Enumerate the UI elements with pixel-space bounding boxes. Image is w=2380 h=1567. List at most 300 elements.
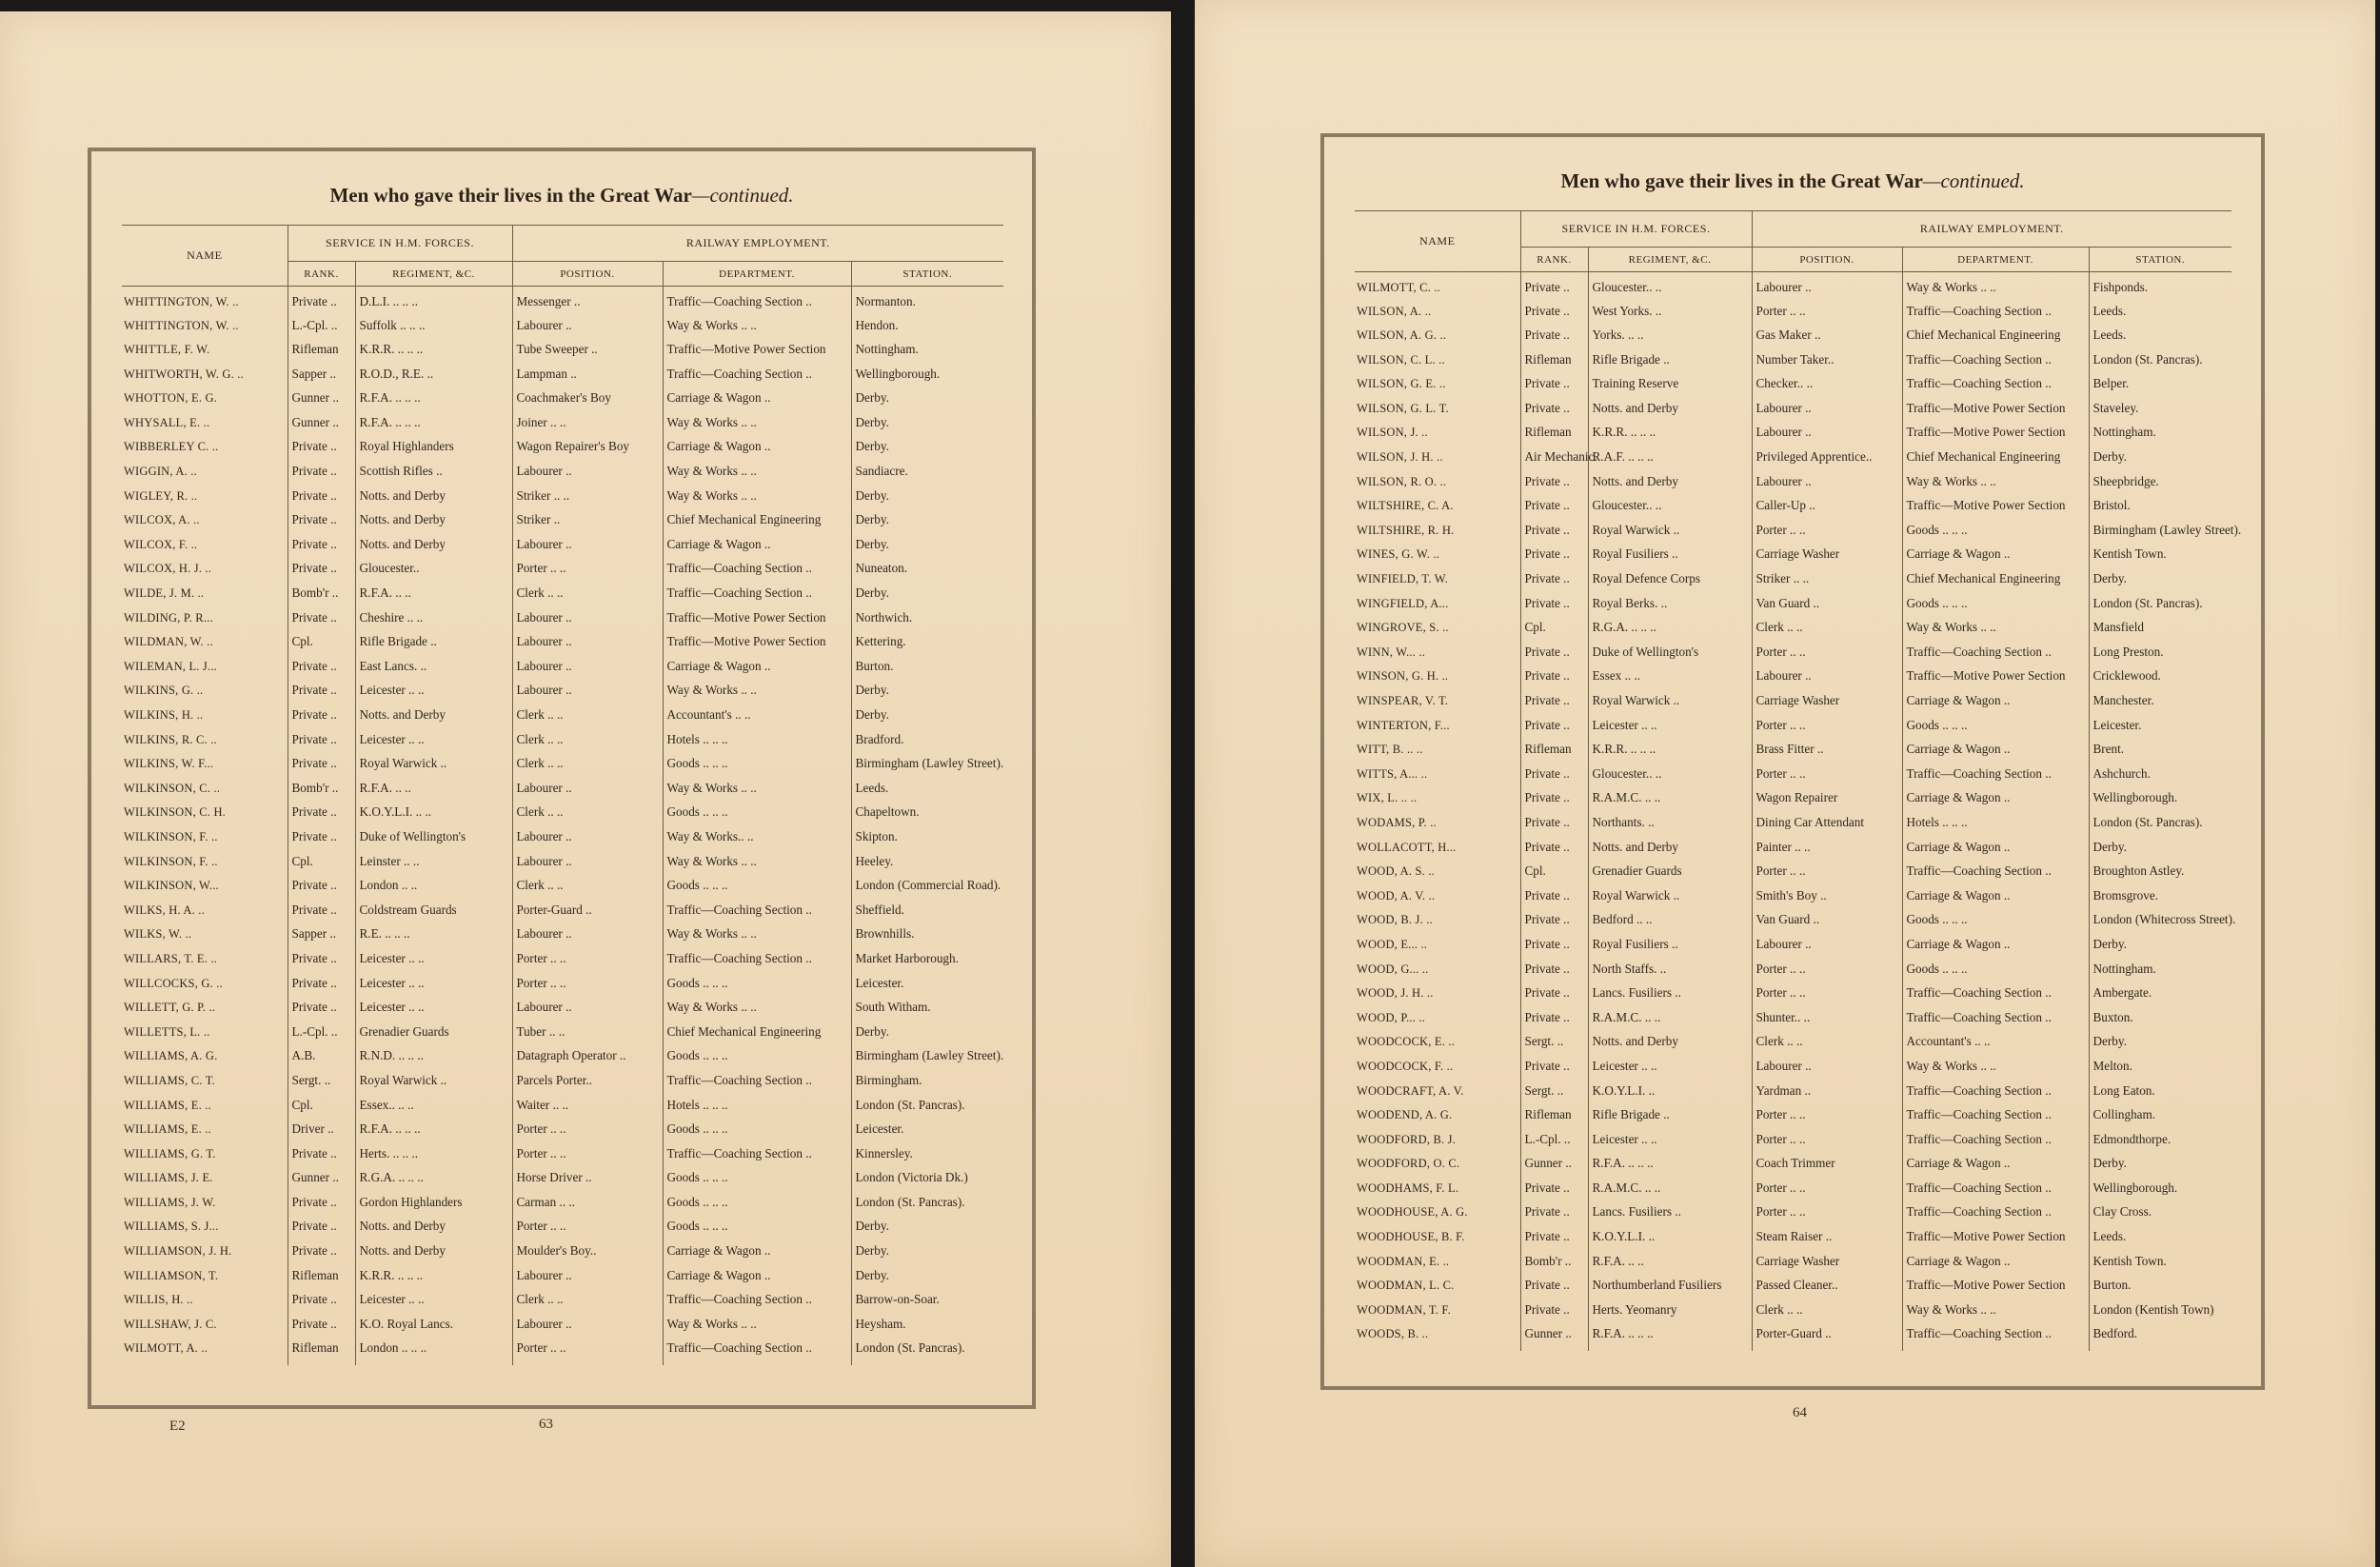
regiment-cell: Duke of Wellington's xyxy=(355,829,512,854)
table-row xyxy=(122,683,1003,707)
position-cell: Smith's Boy .. xyxy=(1752,888,1902,913)
station-cell: Skipton. xyxy=(851,829,1003,854)
position-cell: Porter .. .. xyxy=(1752,962,1902,986)
position-cell: Porter-Guard .. xyxy=(512,903,663,927)
position-cell: Clerk .. .. xyxy=(1752,1034,1902,1059)
name-cell: WHITTINGTON, W. .. xyxy=(124,318,239,332)
table-row xyxy=(122,1000,1003,1024)
department-cell: Traffic—Coaching Section .. xyxy=(1902,352,2089,377)
rank-cell: Private .. xyxy=(1520,912,1588,937)
position-cell: Porter .. .. xyxy=(1752,985,1902,1010)
name-cell: WILLSHAW, J. C. xyxy=(124,1317,217,1331)
name-cell: WILLIAMSON, T. xyxy=(124,1268,219,1282)
name-cell: WHITTINGTON, W. .. xyxy=(124,295,239,308)
department-cell: Traffic—Coaching Section .. xyxy=(1902,1010,2089,1035)
department-cell: Carriage & Wagon .. xyxy=(1902,888,2089,913)
rank-cell: Gunner .. xyxy=(288,415,355,440)
name-cell: WINGFIELD, A... xyxy=(1357,596,1449,610)
rank-cell: Private .. xyxy=(288,707,355,732)
regiment-cell: Herts. Yeomanry xyxy=(1588,1302,1752,1327)
position-cell: Labourer .. xyxy=(512,781,663,805)
department-cell: Traffic—Coaching Section .. xyxy=(1902,1083,2089,1108)
position-cell: Porter .. .. xyxy=(1752,1107,1902,1132)
position-cell: Porter .. .. xyxy=(512,976,663,1001)
position-cell: Clerk .. .. xyxy=(512,804,663,829)
name-cell: WILLIAMS, J. W. xyxy=(124,1195,216,1209)
table-row xyxy=(1355,401,2231,426)
department-cell: Way & Works .. .. xyxy=(663,926,851,951)
regiment-cell: London .. .. .. xyxy=(355,1340,512,1365)
department-cell: Way & Works .. .. xyxy=(1902,272,2089,304)
rank-cell: Private .. xyxy=(1520,304,1588,328)
header-name: NAME xyxy=(122,226,288,287)
station-cell: Derby. xyxy=(2089,1156,2231,1180)
position-cell: Labourer .. xyxy=(512,464,663,488)
rank-cell: Private .. xyxy=(1520,718,1588,743)
department-cell: Goods .. .. .. xyxy=(1902,962,2089,986)
regiment-cell: Leinster .. .. xyxy=(355,854,512,879)
station-cell: Derby. xyxy=(2089,1034,2231,1059)
position-cell: Yardman .. xyxy=(1752,1083,1902,1108)
table-row xyxy=(122,976,1003,1001)
table-row xyxy=(1355,693,2231,718)
position-cell: Wagon Repairer's Boy xyxy=(512,439,663,464)
department-cell: Way & Works .. .. xyxy=(663,854,851,879)
name-cell: WODAMS, P. .. xyxy=(1357,815,1437,829)
rank-cell: Private .. xyxy=(288,488,355,513)
position-cell: Van Guard .. xyxy=(1752,912,1902,937)
name-cell: WOODHOUSE, B. F. xyxy=(1357,1230,1465,1244)
rank-cell: Private .. xyxy=(288,512,355,537)
rank-cell: Private .. xyxy=(288,1317,355,1341)
table-row xyxy=(1355,1326,2231,1351)
position-cell: Moulder's Boy.. xyxy=(512,1243,663,1268)
position-cell: Labourer .. xyxy=(512,537,663,562)
name-cell: WILTSHIRE, C. A. xyxy=(1357,499,1454,513)
position-cell: Tuber .. .. xyxy=(512,1024,663,1049)
regiment-cell: Essex.. .. .. xyxy=(355,1098,512,1122)
right-page-number: 64 xyxy=(1793,1405,1807,1420)
station-cell: Derby. xyxy=(2089,840,2231,864)
name-cell: WOOD, E... .. xyxy=(1357,937,1428,951)
station-cell: Mansfield xyxy=(2089,620,2231,645)
table-row xyxy=(122,318,1003,343)
title-text: Men who gave their lives in the Great War xyxy=(329,184,692,207)
table-row xyxy=(122,1073,1003,1098)
department-cell: Goods .. .. .. xyxy=(663,804,851,829)
rank-cell: Private .. xyxy=(288,659,355,684)
department-cell: Carriage & Wagon .. xyxy=(663,1268,851,1293)
rank-cell: Private .. xyxy=(288,976,355,1001)
regiment-cell: K.O. Royal Lancs. xyxy=(355,1317,512,1341)
name-cell: WILEMAN, L. J... xyxy=(124,659,217,673)
rank-cell: Private .. xyxy=(288,610,355,635)
position-cell: Labourer .. xyxy=(512,683,663,707)
department-cell: Goods .. .. .. xyxy=(1902,912,2089,937)
name-cell: WILLIAMS, G. T. xyxy=(124,1146,216,1160)
rank-cell: Sapper .. xyxy=(288,367,355,391)
position-cell: Horse Driver .. xyxy=(512,1170,663,1195)
station-cell: Normanton. xyxy=(851,287,1003,318)
table-row xyxy=(1355,304,2231,328)
department-cell: Goods .. .. .. xyxy=(663,1121,851,1146)
department-cell: Carriage & Wagon .. xyxy=(1902,937,2089,962)
regiment-cell: Leicester .. .. xyxy=(355,1000,512,1024)
regiment-cell: North Staffs. .. xyxy=(1588,962,1752,986)
rank-cell: Private .. xyxy=(1520,1302,1588,1327)
name-cell: WILLCOCKS, G. .. xyxy=(124,976,223,990)
department-cell: Way & Works .. .. xyxy=(1902,474,2089,499)
rank-cell: Air Mechanic. xyxy=(1520,449,1588,474)
station-cell: Sheffield. xyxy=(851,903,1003,927)
department-cell: Traffic—Coaching Section .. xyxy=(1902,766,2089,791)
rank-cell: Private .. xyxy=(1520,498,1588,523)
department-cell: Carriage & Wagon .. xyxy=(1902,1254,2089,1279)
name-cell: WILSON, G. E. .. xyxy=(1357,377,1446,391)
station-cell: London (Kentish Town) xyxy=(2089,1302,2231,1327)
position-cell: Porter .. .. xyxy=(1752,304,1902,328)
name-cell: WILKINS, G. .. xyxy=(124,684,204,698)
regiment-cell: Royal Warwick .. xyxy=(1588,888,1752,913)
station-cell: Fishponds. xyxy=(2089,272,2231,304)
rank-cell: Private .. xyxy=(1520,962,1588,986)
department-cell: Way & Works .. .. xyxy=(1902,620,2089,645)
regiment-cell: Yorks. .. .. xyxy=(1588,327,1752,352)
rank-cell: Bomb'r .. xyxy=(288,781,355,805)
department-cell: Chief Mechanical Engineering xyxy=(1902,327,2089,352)
table-row xyxy=(122,1317,1003,1341)
name-cell: WITTS, A... .. xyxy=(1357,766,1428,781)
name-cell: WOODFORD, O. C. xyxy=(1357,1157,1460,1171)
table-row xyxy=(1355,546,2231,571)
left-page-number: 63 xyxy=(539,1417,553,1432)
name-cell: WILSON, A. .. xyxy=(1357,304,1432,318)
name-cell: WILMOTT, A. .. xyxy=(124,1341,208,1356)
department-cell: Goods .. .. .. xyxy=(663,1048,851,1073)
station-cell: Nottingham. xyxy=(2089,962,2231,986)
rank-cell: Private .. xyxy=(288,756,355,781)
table-row xyxy=(1355,790,2231,815)
name-cell: WILLIAMS, A. G. xyxy=(124,1049,218,1063)
rank-cell: Sergt. .. xyxy=(1520,1083,1588,1108)
rank-cell: Cpl. xyxy=(288,854,355,879)
regiment-cell: London .. .. xyxy=(355,878,512,903)
name-cell: WILSON, J. H. .. xyxy=(1357,450,1443,465)
station-cell: Barrow-on-Soar. xyxy=(851,1292,1003,1317)
rank-cell: Cpl. xyxy=(288,634,355,659)
station-cell: Derby. xyxy=(2089,571,2231,596)
name-cell: WHITWORTH, W. G. .. xyxy=(124,367,244,381)
department-cell: Accountant's .. .. xyxy=(1902,1034,2089,1059)
station-cell: Bristol. xyxy=(2089,498,2231,523)
table-row xyxy=(122,585,1003,610)
rank-cell: Private .. xyxy=(288,1000,355,1024)
header-department: DEPARTMENT. xyxy=(1902,248,2089,272)
regiment-cell: Royal Highlanders xyxy=(355,439,512,464)
station-cell: Derby. xyxy=(851,512,1003,537)
regiment-cell: East Lancs. .. xyxy=(355,659,512,684)
position-cell: Porter .. .. xyxy=(1752,1180,1902,1205)
table-row xyxy=(122,951,1003,976)
table-row xyxy=(1355,1229,2231,1254)
station-cell: Clay Cross. xyxy=(2089,1204,2231,1229)
regiment-cell: Essex .. .. xyxy=(1588,668,1752,693)
station-cell: Heysham. xyxy=(851,1317,1003,1341)
header-railway: RAILWAY EMPLOYMENT. xyxy=(1752,211,2231,248)
rank-cell: Private .. xyxy=(1520,376,1588,401)
table-row xyxy=(122,1268,1003,1293)
department-cell: Traffic—Coaching Section .. xyxy=(663,585,851,610)
regiment-cell: Notts. and Derby xyxy=(1588,401,1752,426)
position-cell: Carriage Washer xyxy=(1752,1254,1902,1279)
station-cell: Buxton. xyxy=(2089,1010,2231,1035)
position-cell: Striker .. xyxy=(512,512,663,537)
table-row xyxy=(1355,1156,2231,1180)
header-position: POSITION. xyxy=(1752,248,1902,272)
station-cell: Derby. xyxy=(851,439,1003,464)
regiment-cell: K.O.Y.L.I. .. xyxy=(1588,1229,1752,1254)
regiment-cell: Northumberland Fusiliers xyxy=(1588,1278,1752,1302)
table-row xyxy=(122,287,1003,318)
position-cell: Brass Fitter .. xyxy=(1752,742,1902,766)
name-cell: WILCOX, H. J. .. xyxy=(124,562,212,576)
position-cell: Porter .. .. xyxy=(512,1121,663,1146)
department-cell: Traffic—Coaching Section .. xyxy=(1902,1204,2089,1229)
position-cell: Coach Trimmer xyxy=(1752,1156,1902,1180)
department-cell: Traffic—Coaching Section .. xyxy=(1902,1326,2089,1351)
regiment-cell: R.A.F. .. .. .. xyxy=(1588,449,1752,474)
station-cell: Birmingham (Lawley Street). xyxy=(2089,523,2231,547)
rank-cell: Private .. xyxy=(288,537,355,562)
table-row xyxy=(122,439,1003,464)
regiment-cell: Notts. and Derby xyxy=(1588,1034,1752,1059)
position-cell: Porter .. .. xyxy=(1752,645,1902,669)
regiment-cell: Gloucester.. .. xyxy=(1588,272,1752,304)
rank-cell: Private .. xyxy=(288,1195,355,1220)
rank-cell: Private .. xyxy=(288,878,355,903)
regiment-cell: Royal Fusiliers .. xyxy=(1588,546,1752,571)
name-cell: WILKINSON, W... xyxy=(124,879,219,893)
department-cell: Way & Works.. .. xyxy=(663,829,851,854)
station-cell: Broughton Astley. xyxy=(2089,863,2231,888)
rank-cell: Private .. xyxy=(1520,815,1588,840)
position-cell: Labourer .. xyxy=(512,1000,663,1024)
header-station: STATION. xyxy=(851,262,1003,287)
regiment-cell: Suffolk .. .. .. xyxy=(355,318,512,343)
department-cell: Traffic—Coaching Section .. xyxy=(1902,1180,2089,1205)
station-cell: Edmondthorpe. xyxy=(2089,1132,2231,1157)
name-cell: WIGLEY, R. .. xyxy=(124,488,198,503)
station-cell: Derby. xyxy=(851,415,1003,440)
table-row xyxy=(1355,766,2231,791)
regiment-cell: Grenadier Guards xyxy=(1588,863,1752,888)
rank-cell: Private .. xyxy=(1520,1278,1588,1302)
table-row xyxy=(122,512,1003,537)
department-cell: Hotels .. .. .. xyxy=(663,732,851,757)
department-cell: Way & Works .. .. xyxy=(663,415,851,440)
station-cell: Brent. xyxy=(2089,742,2231,766)
name-cell: WINTERTON, F... xyxy=(1357,718,1450,732)
name-cell: WILLARS, T. E. .. xyxy=(124,951,218,965)
position-cell: Porter .. .. xyxy=(512,1340,663,1365)
name-cell: WILKINSON, C. H. xyxy=(124,805,227,820)
department-cell: Traffic—Motive Power Section xyxy=(663,634,851,659)
rank-cell: Private .. xyxy=(1520,1010,1588,1035)
position-cell: Parcels Porter.. xyxy=(512,1073,663,1098)
rank-cell: Private .. xyxy=(1520,1229,1588,1254)
name-cell: WHITTLE, F. W. xyxy=(124,343,210,357)
station-cell: Hendon. xyxy=(851,318,1003,343)
regiment-cell: Notts. and Derby xyxy=(355,512,512,537)
regiment-cell: Leicester .. .. xyxy=(355,976,512,1001)
department-cell: Carriage & Wagon .. xyxy=(1902,790,2089,815)
position-cell: Privileged Apprentice.. xyxy=(1752,449,1902,474)
regiment-cell: Leicester .. .. xyxy=(355,951,512,976)
rank-cell: Private .. xyxy=(288,1243,355,1268)
station-cell: Bradford. xyxy=(851,732,1003,757)
title-suffix: —continued. xyxy=(691,184,794,207)
table-row xyxy=(122,634,1003,659)
rank-cell: Private .. xyxy=(1520,474,1588,499)
name-cell: WILCOX, F. .. xyxy=(124,537,198,551)
station-cell: Leeds. xyxy=(851,781,1003,805)
station-cell: Leeds. xyxy=(2089,327,2231,352)
title-suffix: —continued. xyxy=(1922,169,2025,192)
name-cell: WINSPEAR, V. T. xyxy=(1357,694,1449,707)
rank-cell: Private .. xyxy=(1520,272,1588,304)
name-cell: WILSON, J. .. xyxy=(1357,426,1428,440)
rank-cell: Private .. xyxy=(1520,546,1588,571)
station-cell: Birmingham (Lawley Street). xyxy=(851,756,1003,781)
regiment-cell: R.F.A. .. .. xyxy=(355,585,512,610)
station-cell: Staveley. xyxy=(2089,401,2231,426)
regiment-cell: K.R.R. .. .. .. xyxy=(355,342,512,367)
station-cell: Burton. xyxy=(851,659,1003,684)
position-cell: Labourer .. xyxy=(1752,1059,1902,1083)
regiment-cell: R.F.A. .. .. .. xyxy=(355,415,512,440)
rank-cell: Sergt. .. xyxy=(288,1073,355,1098)
regiment-cell: Royal Fusiliers .. xyxy=(1588,937,1752,962)
position-cell: Porter .. .. xyxy=(1752,863,1902,888)
rank-cell: Bomb'r .. xyxy=(288,585,355,610)
table-row xyxy=(1355,474,2231,499)
station-cell: Derby. xyxy=(851,585,1003,610)
table-row xyxy=(1355,840,2231,864)
table-row xyxy=(1355,1132,2231,1157)
station-cell: Nuneaton. xyxy=(851,561,1003,585)
position-cell: Clerk .. .. xyxy=(512,756,663,781)
regiment-cell: Rifle Brigade .. xyxy=(1588,1107,1752,1132)
regiment-cell: Leicester .. .. xyxy=(355,732,512,757)
station-cell: London (Whitecross Street). xyxy=(2089,912,2231,937)
department-cell: Traffic—Coaching Section .. xyxy=(663,1073,851,1098)
regiment-cell: Lancs. Fusiliers .. xyxy=(1588,1204,1752,1229)
regiment-cell: R.A.M.C. .. .. xyxy=(1588,1180,1752,1205)
department-cell: Way & Works .. .. xyxy=(663,781,851,805)
regiment-cell: Scottish Rifles .. xyxy=(355,464,512,488)
department-cell: Traffic—Coaching Section .. xyxy=(663,561,851,585)
station-cell: Burton. xyxy=(2089,1278,2231,1302)
regiment-cell: R.F.A. .. .. xyxy=(1588,1254,1752,1279)
table-row xyxy=(1355,272,2231,304)
table-row xyxy=(122,1098,1003,1122)
rank-cell: Driver .. xyxy=(288,1121,355,1146)
table-row xyxy=(122,903,1003,927)
department-cell: Way & Works .. .. xyxy=(663,1317,851,1341)
regiment-cell: K.O.Y.L.I. .. xyxy=(1588,1083,1752,1108)
rank-cell: Private .. xyxy=(1520,327,1588,352)
position-cell: Porter .. .. xyxy=(512,951,663,976)
regiment-cell: Royal Warwick .. xyxy=(355,756,512,781)
position-cell: Steam Raiser .. xyxy=(1752,1229,1902,1254)
table-row xyxy=(1355,912,2231,937)
name-cell: WILSON, G. L. T. xyxy=(1357,401,1449,415)
name-cell: WINFIELD, T. W. xyxy=(1357,572,1448,586)
position-cell: Clerk .. .. xyxy=(512,585,663,610)
department-cell: Traffic—Coaching Section .. xyxy=(663,1146,851,1171)
rank-cell: Private .. xyxy=(1520,401,1588,426)
name-cell: WOOD, G... .. xyxy=(1357,962,1429,976)
table-row xyxy=(1355,1107,2231,1132)
regiment-cell: K.O.Y.L.I. .. .. xyxy=(355,804,512,829)
table-row xyxy=(122,804,1003,829)
regiment-cell: Notts. and Derby xyxy=(355,488,512,513)
department-cell: Traffic—Motive Power Section xyxy=(1902,668,2089,693)
regiment-cell: Northants. .. xyxy=(1588,815,1752,840)
station-cell: Long Eaton. xyxy=(2089,1083,2231,1108)
table-row xyxy=(1355,425,2231,449)
position-cell: Van Guard .. xyxy=(1752,596,1902,621)
station-cell: Cricklewood. xyxy=(2089,668,2231,693)
regiment-cell: R.F.A. .. .. xyxy=(355,781,512,805)
regiment-cell: Royal Warwick .. xyxy=(1588,693,1752,718)
name-cell: WOODMAN, E. .. xyxy=(1357,1254,1450,1268)
name-cell: WINSON, G. H. .. xyxy=(1357,669,1449,684)
station-cell: London (St. Pancras). xyxy=(2089,815,2231,840)
header-regiment: REGIMENT, &C. xyxy=(355,262,512,287)
position-cell: Painter .. .. xyxy=(1752,840,1902,864)
table-row xyxy=(122,1292,1003,1317)
position-cell: Clerk .. .. xyxy=(512,878,663,903)
table-row xyxy=(122,1146,1003,1171)
station-cell: Nottingham. xyxy=(851,342,1003,367)
department-cell: Carriage & Wagon .. xyxy=(1902,742,2089,766)
station-cell: London (Commercial Road). xyxy=(851,878,1003,903)
name-cell: WOODS, B. .. xyxy=(1357,1327,1429,1341)
station-cell: Birmingham. xyxy=(851,1073,1003,1098)
right-roll-body xyxy=(1355,272,2242,1352)
name-cell: WILLIAMS, C. T. xyxy=(124,1073,215,1087)
regiment-cell: Grenadier Guards xyxy=(355,1024,512,1049)
station-cell: London (Victoria Dk.) xyxy=(851,1170,1003,1195)
name-cell: WILDMAN, W. .. xyxy=(124,635,213,649)
department-cell: Way & Works .. .. xyxy=(663,318,851,343)
name-cell: WOODCOCK, E. .. xyxy=(1357,1035,1455,1049)
department-cell: Accountant's .. .. xyxy=(663,707,851,732)
position-cell: Labourer .. xyxy=(1752,425,1902,449)
rank-cell: Rifleman xyxy=(288,1268,355,1293)
rank-cell: Private .. xyxy=(288,829,355,854)
station-cell: Long Preston. xyxy=(2089,645,2231,669)
rank-cell: Rifleman xyxy=(288,1340,355,1365)
rank-cell: Private .. xyxy=(1520,937,1588,962)
rank-cell: Cpl. xyxy=(1520,863,1588,888)
department-cell: Carriage & Wagon .. xyxy=(663,390,851,415)
name-cell: WOLLACOTT, H... xyxy=(1357,840,1457,854)
position-cell: Clerk .. .. xyxy=(512,732,663,757)
table-row xyxy=(122,610,1003,635)
name-cell: WILSON, A. G. .. xyxy=(1357,328,1447,343)
